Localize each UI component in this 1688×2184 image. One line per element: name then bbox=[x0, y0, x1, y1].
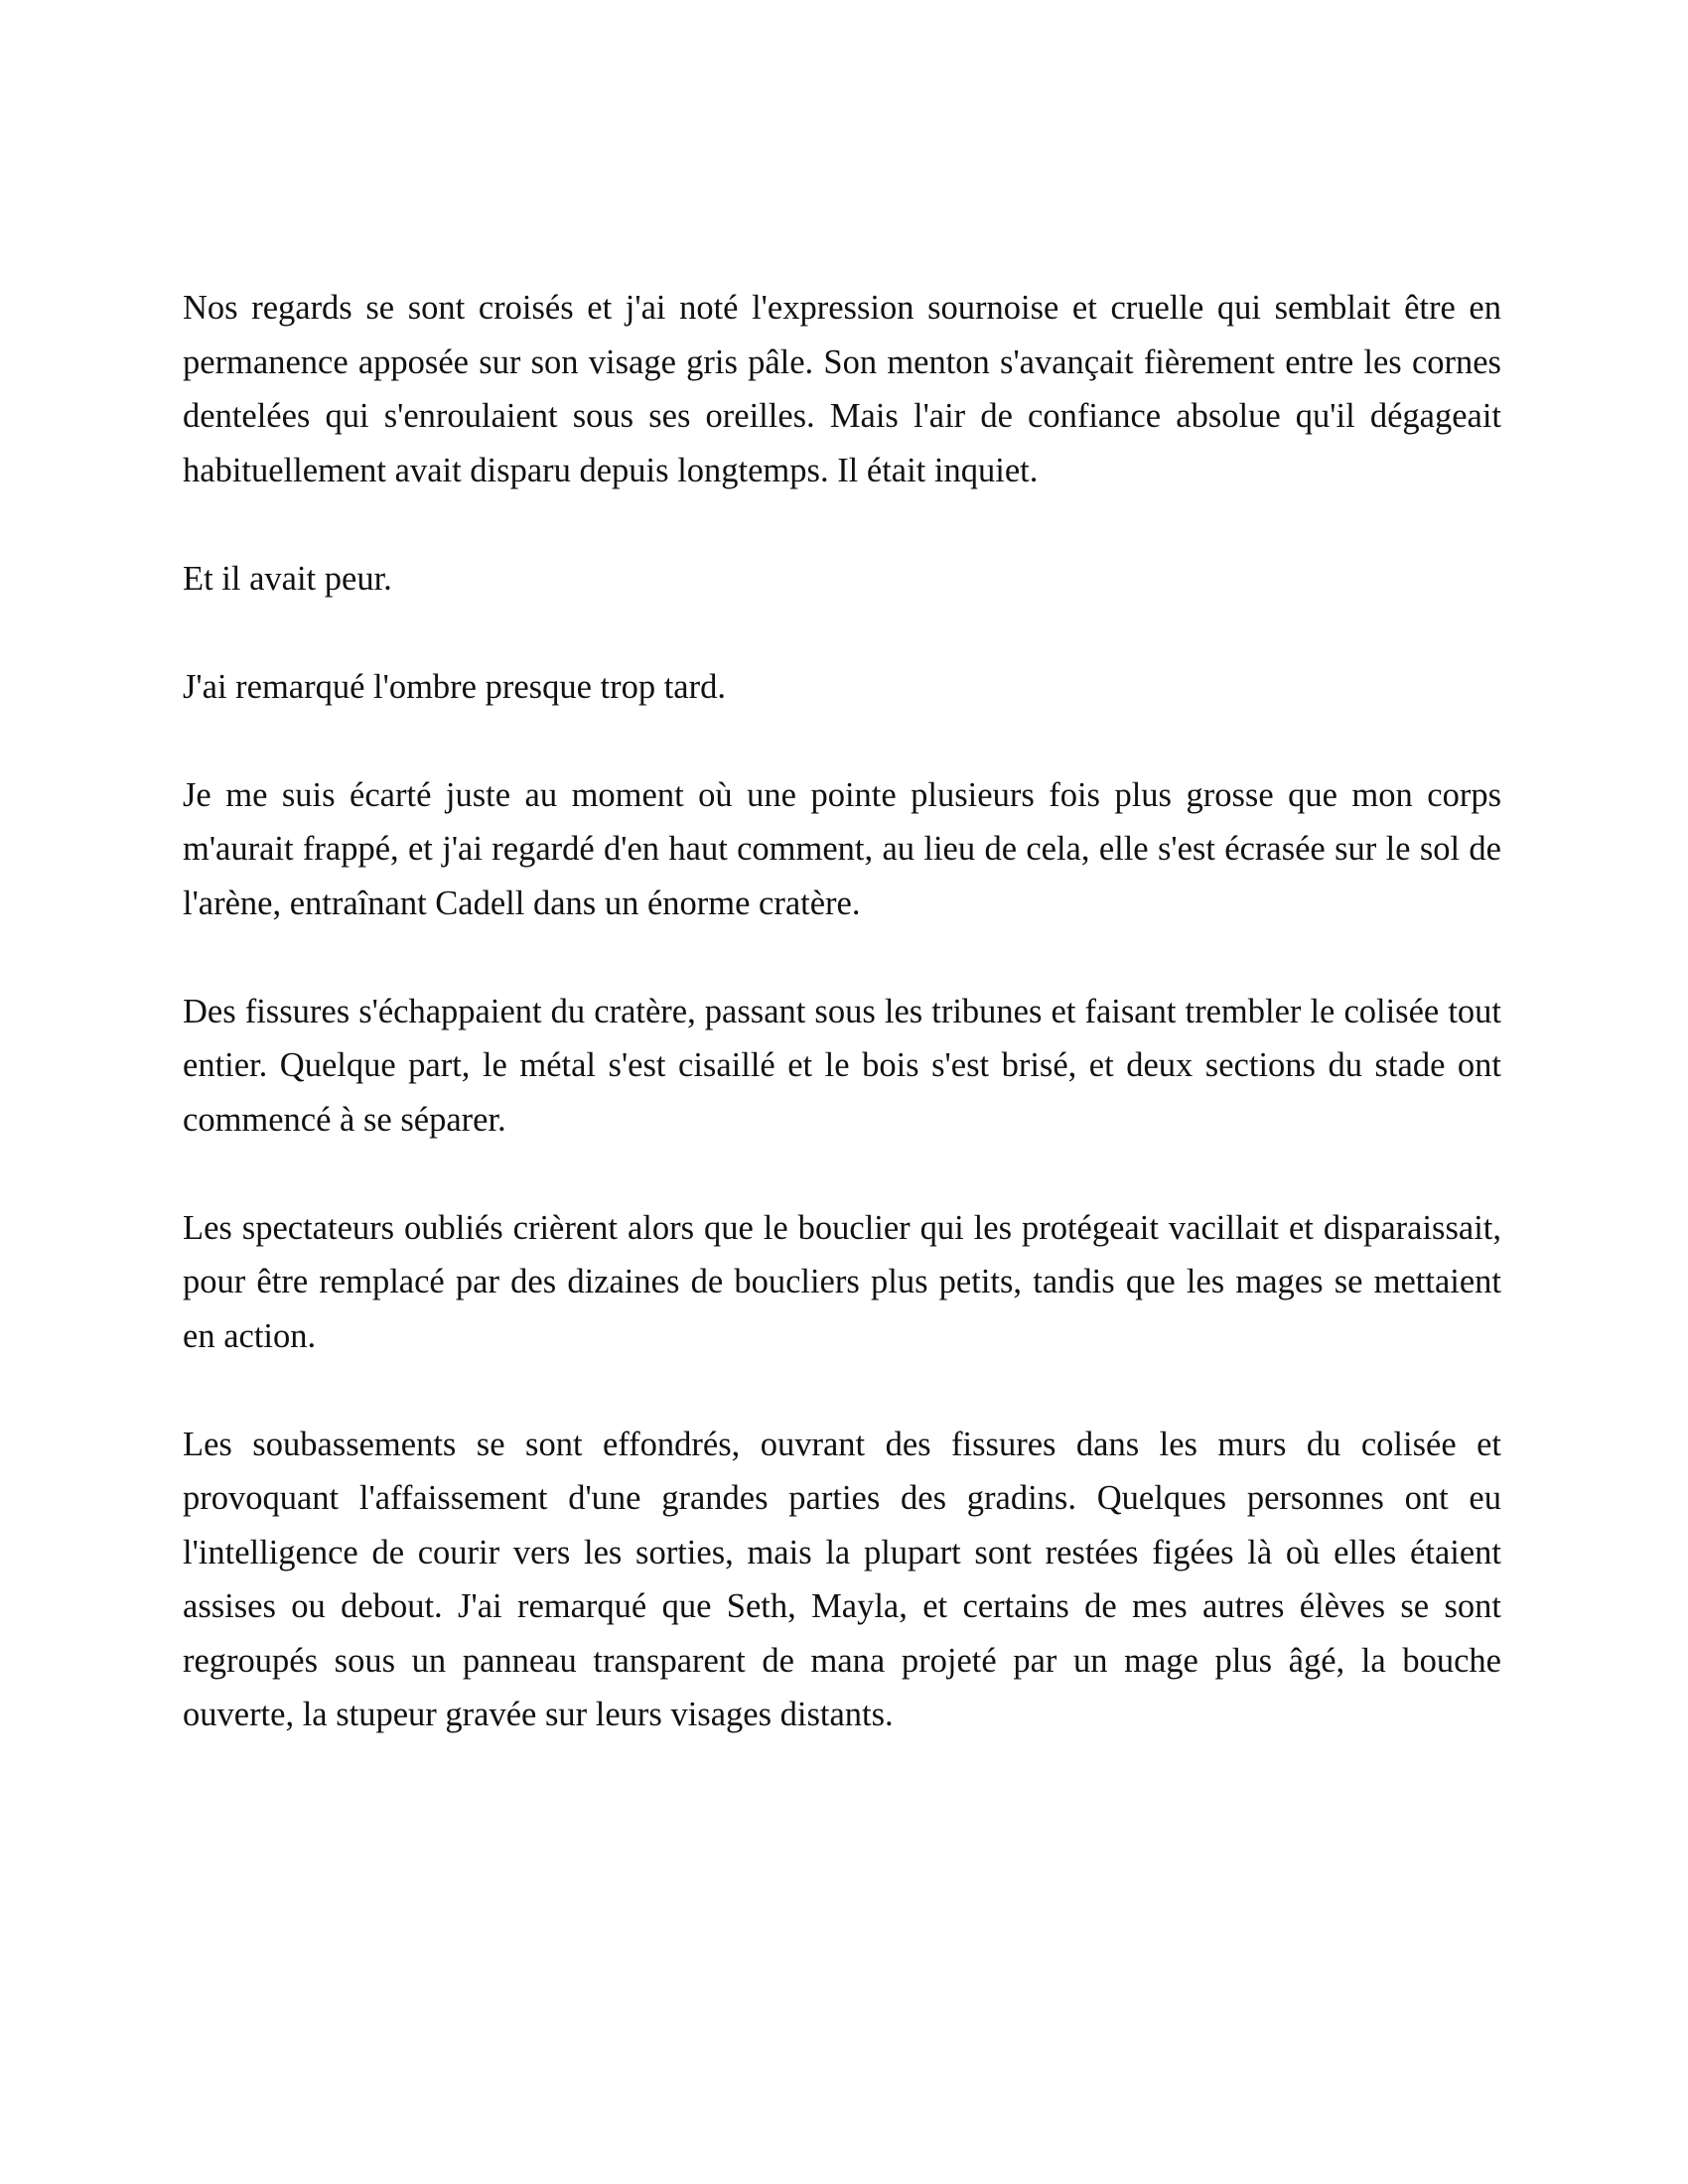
paragraph-5: Des fissures s'échappaient du cratère, passant sous les tribunes et faisant trembler le colisée tout entier. Quelque part, le métal s'est cisaillé et le bois s'est brisé, et deux sections du stade ont commencé à se séparer. bbox=[183, 992, 1501, 1139]
paragraph-3: J'ai remarqué l'ombre presque trop tard. bbox=[183, 667, 726, 706]
paragraph-4: Je me suis écarté juste au moment où une pointe plusieurs fois plus grosse que mon corps m'aurait frappé, et j'ai regardé d'en haut comment, au lieu de cela, elle s'est écrasée sur le sol de l'arène, entraînant Cadell dans un énorme cratère. bbox=[183, 775, 1501, 922]
paragraph-1: Nos regards se sont croisés et j'ai noté l'expression sournoise et cruelle qui semblait être en permanence apposée sur son visage gris pâle. Son menton s'avançait fièrement entre les cornes dentelées qui s'enroulaient sous ses oreilles. Mais l'air de confiance absolue qu'il dégageait habituellement avait disparu depuis longtemps. Il était inquiet. bbox=[183, 289, 1501, 489]
paragraph-7: Les soubassements se sont effondrés, ouvrant des fissures dans les murs du colisée et provoquant l'affaissement d'une grandes parties des gradins. Quelques personnes ont eu l'intelligence de courir vers les sorties, mais la plupart sont restées figées là où elles étaient assises ou debout. J'ai remarqué que Seth, Mayla, et certains de mes autres élèves se sont regroupés sous un panneau transparent de mana projeté par un mage plus âgé, la bouche ouverte, la stupeur gravée sur leurs visages distants. bbox=[183, 1425, 1501, 1733]
document-page bbox=[183, 281, 1501, 1742]
paragraph-6: Les spectateurs oubliés crièrent alors que le bouclier qui les protégeait vacillait et disparaissait, pour être remplacé par des dizaines de boucliers plus petits, tandis que les mages se mettaient en action. bbox=[183, 1208, 1501, 1355]
paragraph-2: Et il avait peur. bbox=[183, 559, 392, 598]
